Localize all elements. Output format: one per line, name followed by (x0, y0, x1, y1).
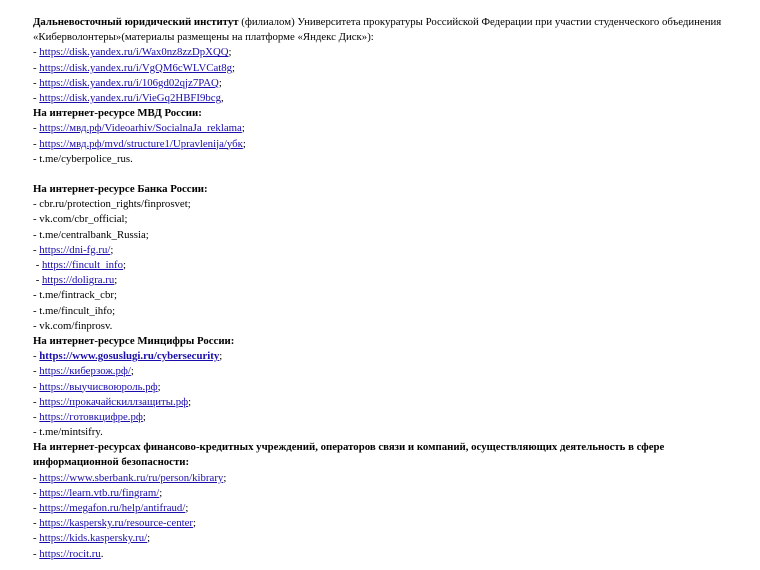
list-item: - t.me/mintsifry. (33, 426, 103, 439)
list-item: - https://выучисвоюроль.рф; (33, 380, 161, 393)
link-yandex-disk-1[interactable]: https://disk.yandex.ru/i/Wax0nz8zzDpXQQ (39, 46, 229, 59)
list-item: - https://disk.yandex.ru/i/VgQM6cWLVCat8g; (33, 61, 236, 74)
intro-paragraph (33, 15, 748, 45)
list-item: - https://прокачайскиллзащиты.рф; (33, 395, 192, 408)
list-item: - https://disk.yandex.ru/i/VieGq2HBFI9bcg, (33, 91, 224, 104)
list-item: - https://www.gosuslugi.ru/cybersecurity; (33, 350, 223, 363)
text-telegram-cyberpolice: t.me/cyberpolice_rus. (39, 152, 133, 165)
list-item: - https://disk.yandex.ru/i/Wax0nz8zzDpXQQ; (33, 46, 232, 59)
link-megafon-antifraud[interactable]: https://megafon.ru/help/antifraud/ (39, 502, 186, 515)
list-item: - https://киберзож.рф/; (33, 365, 134, 378)
list-item: - https://learn.vtb.ru/fingram/; (33, 486, 163, 499)
list-item: - https://dni-fg.ru/; (33, 243, 114, 256)
list-item: - https://www.sberbank.ru/ru/person/kibrary; (33, 471, 227, 484)
link-gosuslugi-cybersecurity[interactable]: https://www.gosuslugi.ru/cybersecurity (39, 350, 220, 363)
list-item: - https://rocit.ru. (33, 547, 104, 560)
section-heading-mincifry: На интернет-ресурсе Минцифры России: (33, 334, 235, 347)
link-kaspersky-resource-center[interactable]: https://kaspersky.ru/resource-center (39, 517, 193, 530)
list-item: - https://kids.kaspersky.ru/; (33, 532, 151, 545)
link-kids-kaspersky[interactable]: https://kids.kaspersky.ru/ (39, 532, 148, 545)
link-yandex-disk-2[interactable]: https://disk.yandex.ru/i/VgQM6cWLVCat8g (39, 61, 233, 74)
list-item: - https://disk.yandex.ru/i/106gd02qjz7PAQ; (33, 76, 222, 89)
document-body (33, 15, 748, 562)
list-item: - t.me/cyberpolice_rus. (33, 152, 133, 165)
link-fincult-info[interactable]: https://fincult_info (42, 259, 123, 272)
list-item: - https://doligra.ru; (33, 274, 118, 287)
link-yandex-disk-3[interactable]: https://disk.yandex.ru/i/106gd02qjz7PAQ (39, 76, 219, 89)
link-mvd-video[interactable]: https://мвд.рф/Videoarhiv/SocialnaJa_reklama (39, 122, 242, 135)
list-item: - vk.com/finprosv. (33, 319, 113, 332)
link-vtb-fingram[interactable]: https://learn.vtb.ru/fingram/ (39, 486, 160, 499)
list-item: - t.me/fintrack_cbr; (33, 289, 117, 302)
link-sberbank-kibrary[interactable]: https://www.sberbank.ru/ru/person/kibrary (39, 471, 224, 484)
intro-organization: Дальневосточный юридический институт (33, 16, 239, 28)
section-heading-mvd: На интернет-ресурсе МВД России: (33, 107, 202, 120)
intro-description: (филиалом) Университета прокуратуры Российской Федерации при участии студенческого объединения «Киберволонтеры»(материалы размещены на платформе «Яндекс Диск»): (33, 16, 722, 44)
link-prokachayskill[interactable]: https://прокачайскиллзащиты.рф (39, 395, 189, 408)
list-item: - https://kaspersky.ru/resource-center; (33, 517, 196, 530)
list-item: - https://готовкцифре.рф; (33, 410, 146, 423)
spacer (33, 167, 748, 182)
link-kiberzozh[interactable]: https://киберзож.рф/ (39, 365, 131, 378)
link-doligra[interactable]: https://doligra.ru (42, 274, 115, 287)
list-item: - t.me/centralbank_Russia; (33, 228, 149, 241)
link-mvd-ubk[interactable]: https://мвд.рф/mvd/structure1/Upravlenija/убк (39, 137, 243, 150)
link-yandex-disk-4[interactable]: https://disk.yandex.ru/i/VieGq2HBFI9bcg (39, 91, 221, 104)
list-item: - vk.com/cbr_official; (33, 213, 128, 226)
list-item: - https://мвд.рф/Videoarhiv/SocialnaJa_reklama; (33, 122, 245, 135)
link-vyuchisvoyurol[interactable]: https://выучисвоюроль.рф (39, 380, 158, 393)
section-heading-finance: На интернет-ресурсах финансово-кредитных учреждений, операторов связи и компаний, осуществляющих деятельность в сфере информационной безопасности: (33, 441, 665, 469)
link-gotovkcifre[interactable]: https://готовкцифре.рф (39, 410, 143, 423)
link-rocit[interactable]: https://rocit.ru (39, 547, 101, 560)
list-item: - https://fincult_info; (33, 259, 126, 272)
section-heading-cbr: На интернет-ресурсе Банка России: (33, 183, 208, 196)
list-item: - https://мвд.рф/mvd/structure1/Upravlenija/убк; (33, 137, 246, 150)
list-item: - t.me/fincult_ihfo; (33, 304, 116, 317)
list-item: - cbr.ru/protection_rights/finprosvet; (33, 198, 191, 211)
link-dni-fg[interactable]: https://dni-fg.ru/ (39, 243, 111, 256)
list-item: - https://megafon.ru/help/antifraud/; (33, 502, 189, 515)
